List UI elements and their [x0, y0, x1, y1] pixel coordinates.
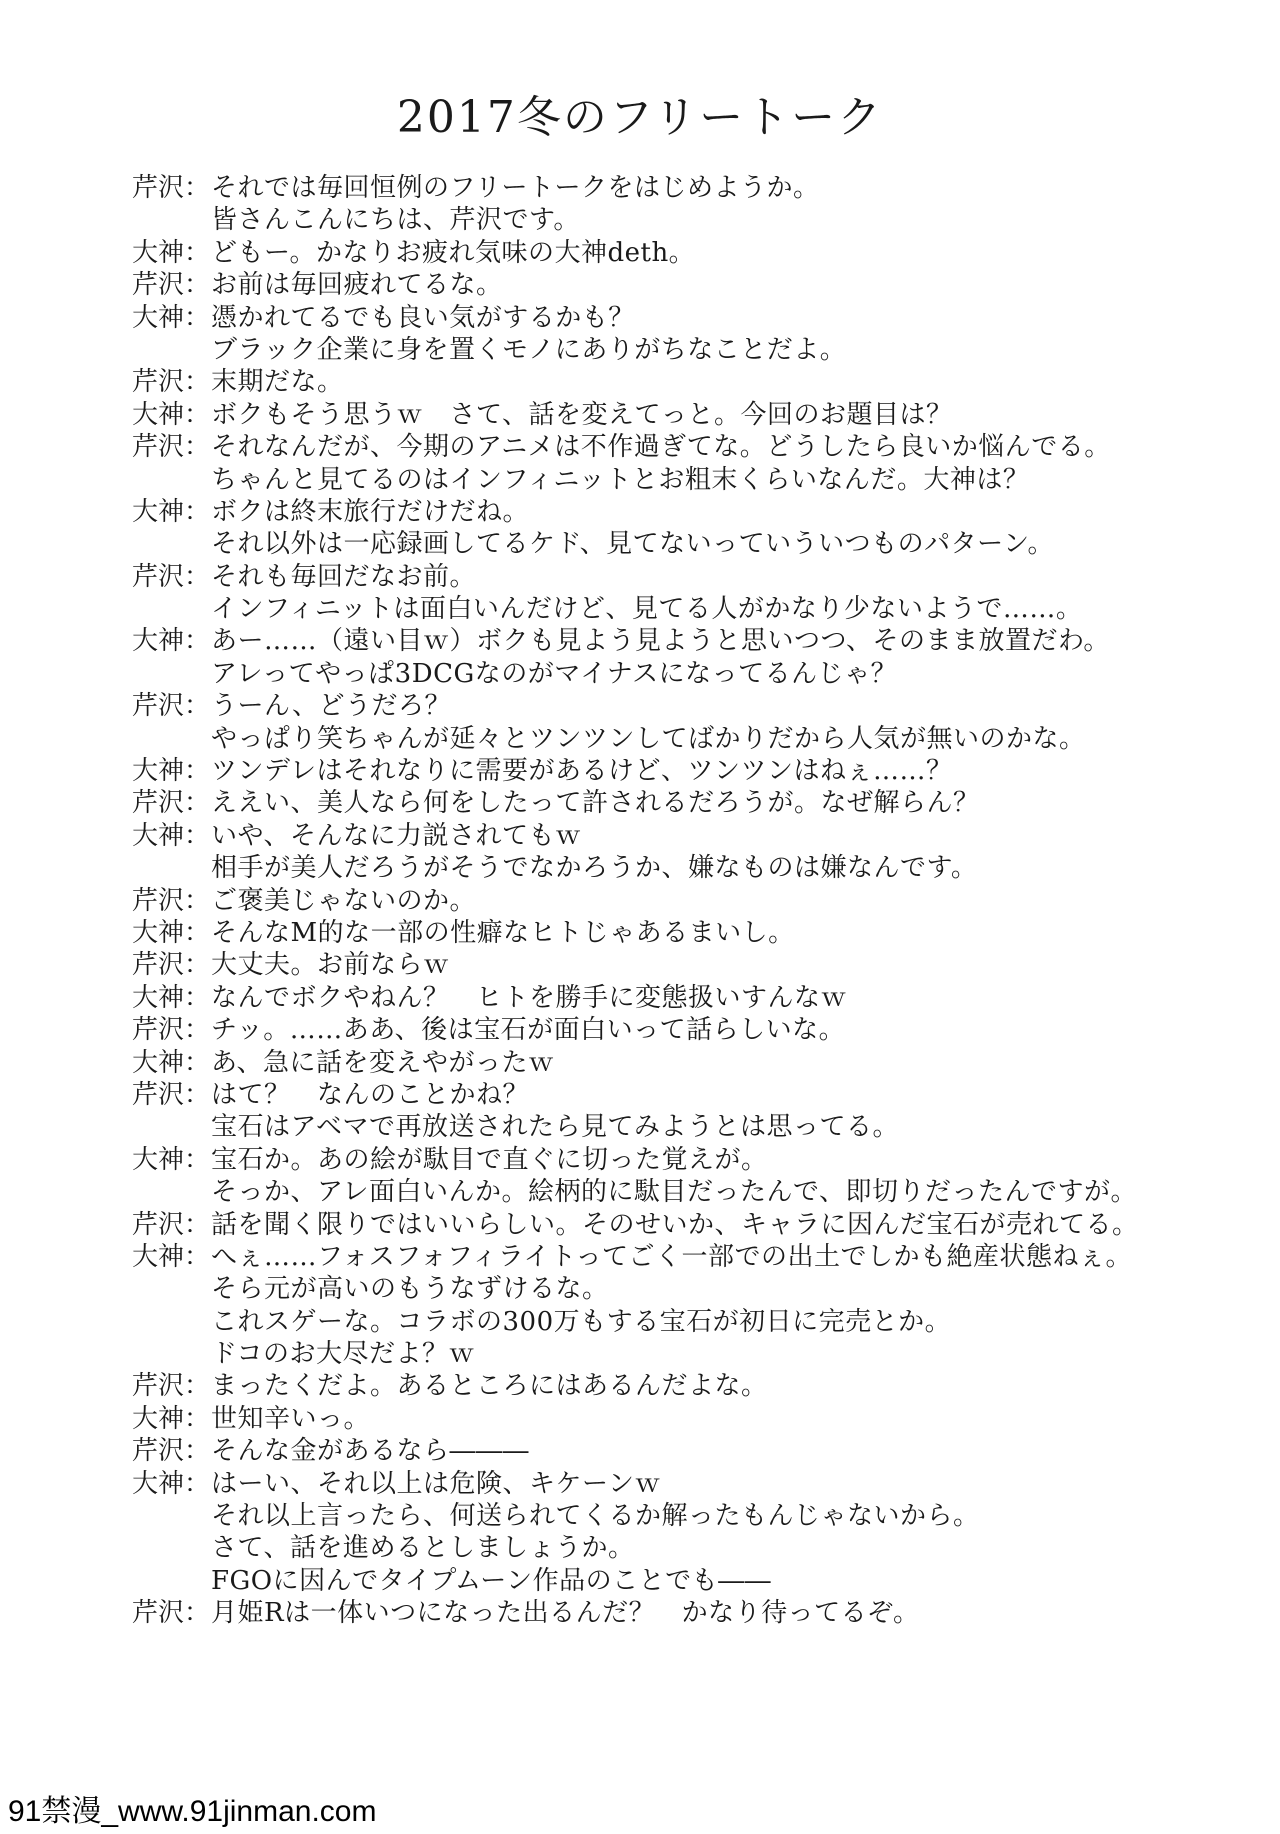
speaker-label [132, 1306, 211, 1338]
dialogue-line [132, 1047, 1252, 1079]
dialogue-line [132, 1306, 1252, 1338]
dialogue-line [132, 237, 1252, 269]
speaker-label [132, 852, 211, 884]
dialogue-text: 月姫Rは一体いつになった出るんだ？ かなり待ってるぞ。 [211, 1598, 920, 1629]
dialogue-line [132, 982, 1252, 1014]
dialogue-text: ボクもそう思うｗ さて、話を変えてっと。今回のお題目は？ [211, 399, 953, 430]
dialogue-text: 末期だな。 [211, 367, 344, 398]
dialogue-line [132, 1241, 1252, 1273]
dialogue-text: ブラック企業に身を置くモノにありがちなことだよ。 [211, 334, 847, 365]
speaker-label: 芹沢： [132, 1598, 211, 1629]
dialogue-text: それなんだが、今期のアニメは不作過ぎてな。どうしたら良いか悩んでる。 [211, 432, 1111, 463]
speaker-label: 大神： [132, 756, 211, 787]
speaker-label: 大神： [132, 237, 211, 268]
speaker-label: 芹沢： [132, 270, 211, 301]
dialogue-line [132, 1370, 1252, 1402]
dialogue-line [132, 820, 1252, 852]
dialogue-line [132, 755, 1252, 787]
dialogue-line [132, 1079, 1252, 1111]
speaker-label [132, 1500, 211, 1532]
speaker-label [132, 593, 211, 625]
speaker-label: 大神： [132, 820, 211, 851]
dialogue-text: やっぱり笑ちゃんが延々とツンツンしてばかりだから人気が無いのかな。 [211, 723, 1086, 754]
dialogue-text: それも毎回だなお前。 [211, 561, 477, 592]
dialogue-line [132, 723, 1252, 755]
dialogue-line [132, 1338, 1252, 1370]
dialogue-line [132, 1435, 1252, 1467]
dialogue-line [132, 334, 1252, 366]
dialogue-line [132, 852, 1252, 884]
speaker-label [132, 1176, 211, 1208]
speaker-label: 大神： [132, 917, 211, 948]
dialogue-line [132, 1111, 1252, 1143]
dialogue-line [132, 1403, 1252, 1435]
dialogue-line [132, 431, 1252, 463]
dialogue-line [132, 625, 1252, 657]
speaker-label [132, 464, 211, 496]
dialogue-text: どもー。かなりお疲れ気味の大神deth。 [211, 237, 696, 268]
dialogue-line [132, 528, 1252, 560]
dialogue-line [132, 787, 1252, 819]
speaker-label: 大神： [132, 982, 211, 1013]
speaker-label [132, 1565, 211, 1597]
dialogue-text: 世知辛いっ。 [211, 1403, 371, 1434]
dialogue-line [132, 1144, 1252, 1176]
dialogue-text: それ以外は一応録画してるケド、見てないっていういつものパターン。 [211, 529, 1055, 560]
dialogue-text: ご褒美じゃないのか。 [211, 885, 477, 916]
dialogue-text: いや、そんなに力説されてもｗ [211, 820, 582, 851]
dialogue-text: そっか、アレ面白いんか。絵柄的に駄目だったんで、即切りだったんですが。 [211, 1177, 1137, 1208]
dialogue-text: それ以上言ったら、何送られてくるか解ったもんじゃないから。 [211, 1501, 980, 1532]
speaker-label: 大神： [132, 1241, 211, 1272]
dialogue-text: うーん、どうだろ？ [211, 691, 452, 722]
speaker-label: 大神： [132, 1047, 211, 1078]
dialogue-text: さて、話を進めるとしましょうか。 [211, 1533, 635, 1564]
dialogue-text: そんなM的な一部の性癖なヒトじゃあるまいし。 [211, 917, 795, 948]
dialogue-line [132, 172, 1252, 204]
speaker-label: 芹沢： [132, 950, 211, 981]
site-watermark: 91禁漫_www.91jinman.com [0, 1789, 384, 1834]
speaker-label [132, 1111, 211, 1143]
dialogue-text: 宝石か。あの絵が駄目で直ぐに切った覚えが。 [211, 1144, 768, 1175]
dialogue-text: まったくだよ。あるところにはあるんだよな。 [211, 1371, 768, 1402]
dialogue-line [132, 561, 1252, 593]
speaker-label [132, 658, 211, 690]
dialogue-text: そら元が高いのもうなずけるな。 [211, 1274, 609, 1305]
dialogue-line [132, 885, 1252, 917]
speaker-label: 芹沢： [132, 1015, 211, 1046]
speaker-label: 芹沢： [132, 367, 211, 398]
speaker-label [132, 528, 211, 560]
dialogue-text: はて？ なんのことかね？ [211, 1079, 530, 1110]
speaker-label: 大神： [132, 1144, 211, 1175]
dialogue-line [132, 302, 1252, 334]
dialogue-line [132, 496, 1252, 528]
speaker-label: 大神： [132, 496, 211, 527]
dialogue-line [132, 1597, 1252, 1629]
speaker-label: 芹沢： [132, 561, 211, 592]
dialogue-text: ボクは終末旅行だけだね。 [211, 496, 530, 527]
speaker-label: 芹沢： [132, 691, 211, 722]
dialogue-text: 憑かれてるでも良い気がするかも？ [211, 302, 635, 333]
speaker-label: 芹沢： [132, 885, 211, 916]
dialogue-text: これスゲーな。コラボの300万もする宝石が初日に完売とか。 [211, 1306, 952, 1337]
dialogue-line [132, 1273, 1252, 1305]
speaker-label [132, 1532, 211, 1564]
dialogue-line [132, 593, 1252, 625]
dialogue-text: あー……（遠い目ｗ）ボクも見よう見ようと思いつつ、そのまま放置だわ。 [211, 626, 1110, 657]
dialogue-line [132, 464, 1252, 496]
speaker-label: 芹沢： [132, 788, 211, 819]
dialogue-list [132, 172, 1252, 1630]
dialogue-text: お前は毎回疲れてるな。 [211, 270, 503, 301]
dialogue-line [132, 690, 1252, 722]
speaker-label: 芹沢： [132, 432, 211, 463]
dialogue-text: FGOに因んでタイプムーン作品のことでも―― [211, 1565, 772, 1596]
dialogue-text: そんな金があるなら――― [211, 1436, 530, 1467]
dialogue-text: アレってやっぱ3DCGなのがマイナスになってるんじゃ？ [211, 658, 898, 689]
dialogue-text: なんでボクやねん？ ヒトを勝手に変態扱いすんなｗ [211, 982, 848, 1013]
dialogue-text: ええい、美人なら何をしたって許されるだろうが。なぜ解らん？ [211, 788, 980, 819]
dialogue-line [132, 366, 1252, 398]
dialogue-line [132, 1565, 1252, 1597]
speaker-label [132, 1338, 211, 1370]
dialogue-line [132, 1500, 1252, 1532]
speaker-label: 大神： [132, 626, 211, 657]
speaker-label: 大神： [132, 302, 211, 333]
dialogue-line [132, 1176, 1252, 1208]
speaker-label [132, 334, 211, 366]
dialogue-text: それでは毎回恒例のフリートークをはじめようか。 [211, 173, 820, 203]
speaker-label: 芹沢： [132, 1436, 211, 1467]
speaker-label: 大神： [132, 1468, 211, 1499]
dialogue-line [132, 269, 1252, 301]
dialogue-line [132, 1532, 1252, 1564]
dialogue-line [132, 658, 1252, 690]
dialogue-text: へぇ……フォスフォフィライトってごく一部での出土でしかも絶産状態ねぇ。 [211, 1241, 1133, 1272]
dialogue-text: はーい、それ以上は危険、キケーンｗ [211, 1468, 661, 1499]
speaker-label: 芹沢： [132, 1079, 211, 1110]
page-title: 2017冬のフリートーク [396, 92, 884, 143]
speaker-label [132, 1273, 211, 1305]
dialogue-text: インフィニットは面白いんだけど、見てる人がかなり少ないようで……。 [211, 594, 1083, 625]
dialogue-text: 皆さんこんにちは、芹沢です。 [211, 205, 580, 236]
dialogue-text: ドコのお大尽だよ？ｗ [211, 1339, 475, 1370]
dialogue-line [132, 1209, 1252, 1241]
speaker-label: 芹沢： [132, 1371, 211, 1402]
dialogue-line [132, 1468, 1252, 1500]
dialogue-text: ツンデレはそれなりに需要があるけど、ツンツンはねぇ……？ [211, 756, 953, 787]
dialogue-line [132, 204, 1252, 236]
dialogue-text: あ、急に話を変えやがったｗ [211, 1047, 555, 1078]
dialogue-line [132, 399, 1252, 431]
speaker-label [132, 204, 211, 236]
dialogue-text: チッ。……ああ、後は宝石が面白いって話らしいな。 [211, 1015, 846, 1046]
dialogue-text: 話を聞く限りではいいらしい。そのせいか、キャラに因んだ宝石が売れてる。 [211, 1209, 1139, 1240]
speaker-label: 芹沢： [132, 1209, 211, 1240]
dialogue-text: 宝石はアベマで再放送されたら見てみようとは思ってる。 [211, 1112, 899, 1143]
speaker-label: 大神： [132, 1403, 211, 1434]
dialogue-text: 相手が美人だろうがそうでなかろうか、嫌なものは嫌なんです。 [211, 853, 978, 884]
dialogue-line [132, 1014, 1252, 1046]
speaker-label: 芹沢： [132, 173, 211, 203]
dialogue-line [132, 917, 1252, 949]
speaker-label [132, 723, 211, 755]
dialogue-line [132, 949, 1252, 981]
dialogue-text: 大丈夫。お前ならｗ [211, 950, 450, 981]
speaker-label: 大神： [132, 399, 211, 430]
dialogue-text: ちゃんと見てるのはインフィニットとお粗末くらいなんだ。大神は？ [211, 464, 1030, 495]
